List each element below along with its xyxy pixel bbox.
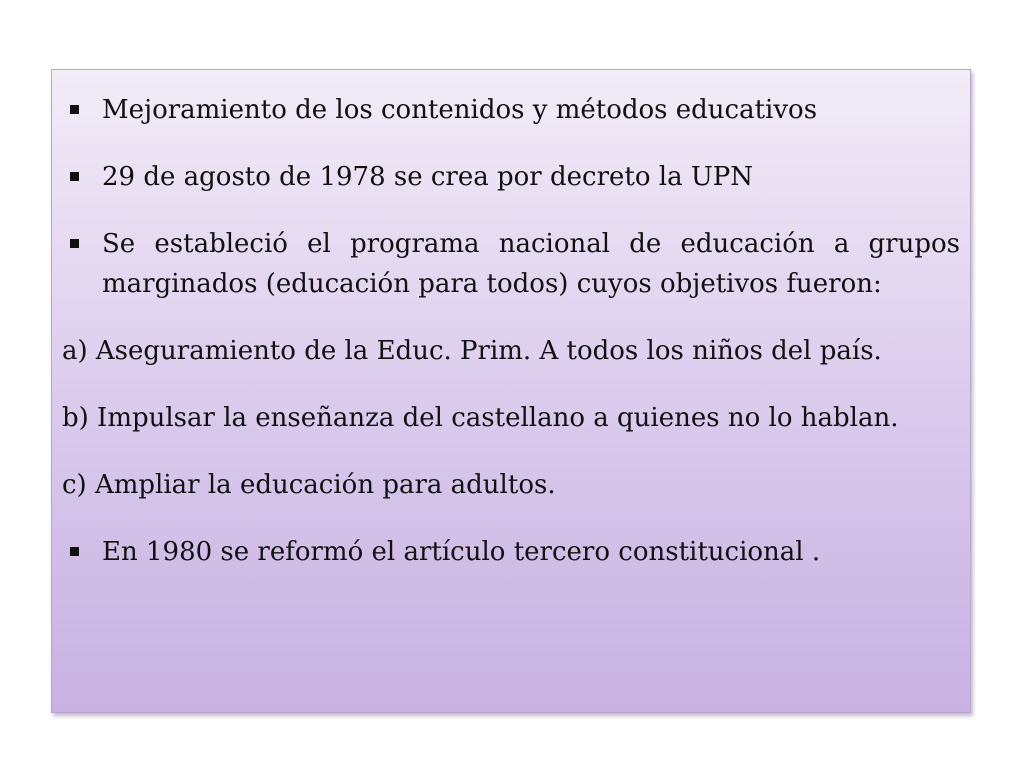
objective-b	[62, 398, 960, 438]
square-bullet-icon	[70, 172, 79, 181]
bullet-text: 29 de agosto de 1978 se crea por decreto la UPN	[102, 162, 754, 192]
bullet-item-improvement	[62, 90, 960, 130]
bullet-item-reform	[62, 532, 960, 572]
objective-c	[62, 465, 960, 505]
square-bullet-icon	[70, 547, 79, 556]
square-bullet-icon	[70, 105, 79, 114]
content-box	[51, 69, 971, 713]
objective-text: a) Aseguramiento de la Educ. Prim. A todos los niños del país.	[62, 336, 882, 366]
objective-text: b) Impulsar la enseñanza del castellano a quienes no lo hablan.	[62, 403, 899, 433]
bullet-text: Mejoramiento de los contenidos y métodos educativos	[102, 95, 818, 125]
bullet-item-program	[62, 224, 960, 304]
objective-text: c) Ampliar la educación para adultos.	[62, 470, 556, 500]
square-bullet-icon	[70, 239, 79, 248]
bullet-text: En 1980 se reformó el artículo tercero constitucional .	[102, 537, 821, 567]
bullet-item-upn	[62, 157, 960, 197]
bullet-text: Se estableció el programa nacional de educación a grupos marginados (educación para todos) cuyos objetivos fueron:	[102, 229, 960, 299]
objective-a	[62, 331, 960, 371]
